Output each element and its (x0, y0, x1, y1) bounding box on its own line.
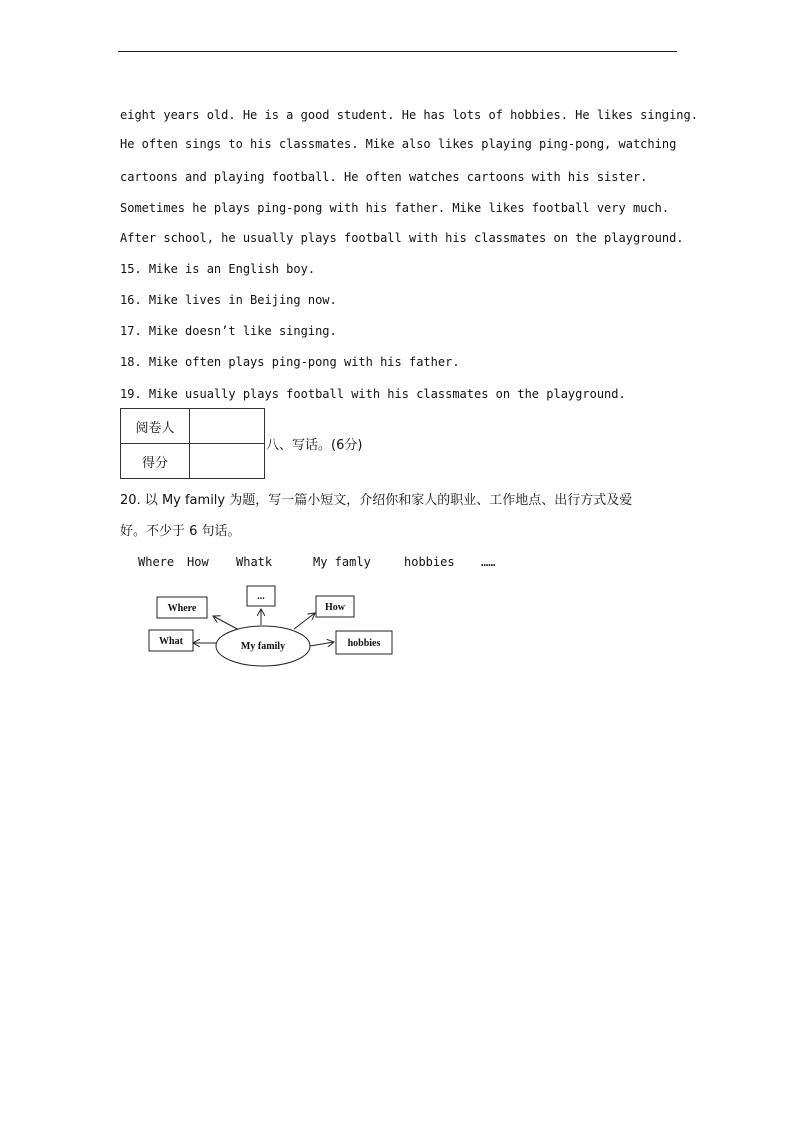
hint-word: Where (138, 555, 175, 569)
mindmap-more-label: ... (257, 591, 265, 602)
hint-word: My famly (313, 555, 371, 569)
statement-16: 16. Mike lives in Beijing now. (120, 293, 337, 307)
grader-label: 阅卷人 (121, 409, 190, 444)
mindmap-center-label: My family (240, 641, 286, 652)
hint-word: …… (481, 555, 496, 569)
mindmap-diagram (146, 583, 398, 669)
question-20-line-2: 好。不少于 6 句话。 (120, 524, 241, 539)
question-20-line-1: 20. 以 My family 为题，写一篇小短文，介绍你和家人的职业、工作地点、出行方式及爱 (120, 493, 633, 508)
header-rule (118, 51, 677, 52)
hint-word: Whatk (236, 555, 273, 569)
passage-line: Sometimes he plays ping-pong with his father. Mike likes football very much. (120, 201, 670, 215)
mindmap-how-label: How (325, 602, 345, 613)
passage-line: After school, he usually plays football with his classmates on the playground. (120, 231, 684, 245)
mindmap-hobbies-label: hobbies (347, 638, 381, 649)
score-label: 得分 (121, 444, 190, 479)
section-title: 八、写话。(6分) (266, 438, 363, 453)
arrow-to-hobbies (310, 642, 334, 646)
score-cell (190, 444, 265, 479)
statement-19: 19. Mike usually plays football with his classmates on the playground. (120, 387, 626, 401)
mindmap-what-label: What (159, 636, 183, 647)
statement-18: 18. Mike often plays ping-pong with his father. (120, 355, 460, 369)
statement-17: 17. Mike doesn’t like singing. (120, 324, 337, 338)
passage-line: eight years old. He is a good student. He has lots of hobbies. He likes singing. (120, 108, 698, 122)
hint-word: hobbies (404, 555, 455, 569)
arrow-to-how (294, 613, 315, 629)
mindmap-where-label: Where (167, 603, 197, 614)
arrow-to-where (213, 616, 241, 631)
grader-cell (190, 409, 265, 444)
statement-15: 15. Mike is an English boy. (120, 262, 316, 276)
passage-line: cartoons and playing football. He often watches cartoons with his sister. (120, 170, 648, 184)
passage-line: He often sings to his classmates. Mike also likes playing ping-pong, watching (120, 137, 677, 151)
score-table (120, 408, 265, 479)
hint-word: How (187, 555, 209, 569)
